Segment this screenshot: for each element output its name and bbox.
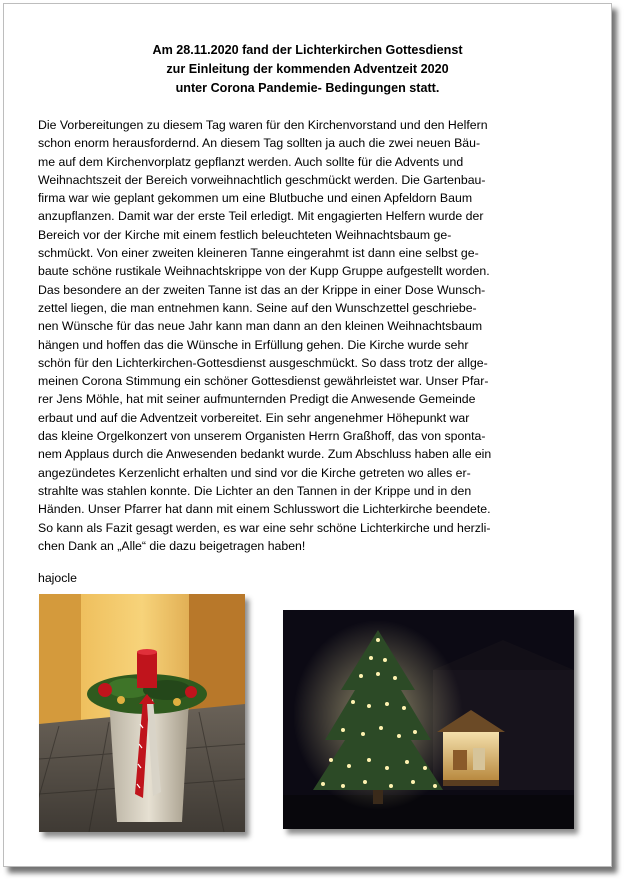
heading-line: zur Einleitung der kommenden Adventzeit 2020: [166, 62, 449, 76]
body-line: erbaut und auf die Adventzeit vorbereitet. Ein sehr angenehmer Höhepunkt war: [38, 410, 470, 425]
christmas-tree-photo: [283, 610, 574, 829]
heading-line: Am 28.11.2020 fand der Lichterkirchen Gottesdienst: [152, 43, 463, 57]
author-signature: hajocle: [38, 571, 77, 585]
body-line: nen Wünsche für das neue Jahr kann man dann an den kleinen Weihnachtsbaum: [38, 319, 483, 334]
advent-wreath-photo: [39, 594, 245, 832]
body-line: chen Dank an „Alle“ die dazu beigetragen haben!: [38, 538, 306, 553]
newsletter-page: [3, 3, 612, 867]
body-line: zettel liegen, die man entnehmen kann. Seine auf den Wunschzettel geschriebe-: [38, 300, 477, 315]
article-body: [38, 116, 578, 555]
body-line: rer Jens Möhle, hat mit seiner aufmunternden Predigt die Anwesende Gemeinde: [38, 392, 476, 407]
body-line: hängen und hoffen das die Wünsche in Erfüllung gehen. Die Kirche wurde sehr: [38, 337, 469, 352]
article-heading: [4, 41, 611, 98]
body-line: strahlte was stahlen konnte. Die Lichter an den Tannen in der Krippe und in den: [38, 483, 472, 498]
body-line: anzupflanzen. Damit war der erste Teil erledigt. Mit engagierten Helfern wurde der: [38, 209, 484, 224]
body-line: Die Vorbereitungen zu diesem Tag waren für den Kirchenvorstand und den Helfern: [38, 118, 488, 132]
body-line: schmückt. Von einer zweiten kleineren Tanne eingerahmt ist dann eine selbst ge-: [38, 246, 479, 261]
body-line: Weihnachtszeit der Bereich vorweihnachtlich geschmückt werden. Die Gartenbau-: [38, 172, 486, 187]
body-line: das kleine Orgelkonzert von unserem Organisten Herrn Graßhoff, das von sponta-: [38, 429, 486, 444]
body-line: angezündetes Kerzenlicht erhalten und sind vor die Kirche getreten wo alles er-: [38, 465, 471, 480]
heading-line: unter Corona Pandemie- Bedingungen statt.: [175, 81, 440, 95]
body-line: So kann als Fazit gesagt werden, es war eine sehr schöne Lichterkirche und herzli-: [38, 520, 491, 535]
body-line: schön für den Lichterkirchen-Gottesdienst ausgeschmückt. So dass trotz der allge-: [38, 355, 488, 370]
body-line: schon enorm herausfordernd. An diesem Tag sollten ja auch die zwei neuen Bäu-: [38, 136, 481, 151]
body-line: me auf dem Kirchenvorplatz gepflanzt werden. Auch sollte für die Advents und: [38, 154, 464, 169]
body-line: baute schöne rustikale Weihnachtskrippe von der Kupp Gruppe aufgestellt worden.: [38, 264, 490, 279]
body-line: Händen. Unser Pfarrer hat dann mit einem Schlusswort die Lichterkirche beendete.: [38, 502, 491, 517]
body-line: meinen Corona Stimmung ein schöner Gottesdienst gewährleistet war. Unser Pfar-: [38, 374, 489, 389]
body-line: firma war wie geplant gekommen um eine Blutbuche und einen Apfeldorn Baum: [38, 191, 473, 206]
body-line: Das besondere an der zweiten Tanne ist das an der Krippe in einer Dose Wunsch-: [38, 282, 486, 297]
body-line: Bereich vor der Kirche mit einem festlich beleuchteten Weihnachtsbaum ge-: [38, 227, 452, 242]
body-line: nem Applaus durch die Anwesenden bedankt wurde. Zum Abschluss haben alle ein: [38, 447, 492, 462]
